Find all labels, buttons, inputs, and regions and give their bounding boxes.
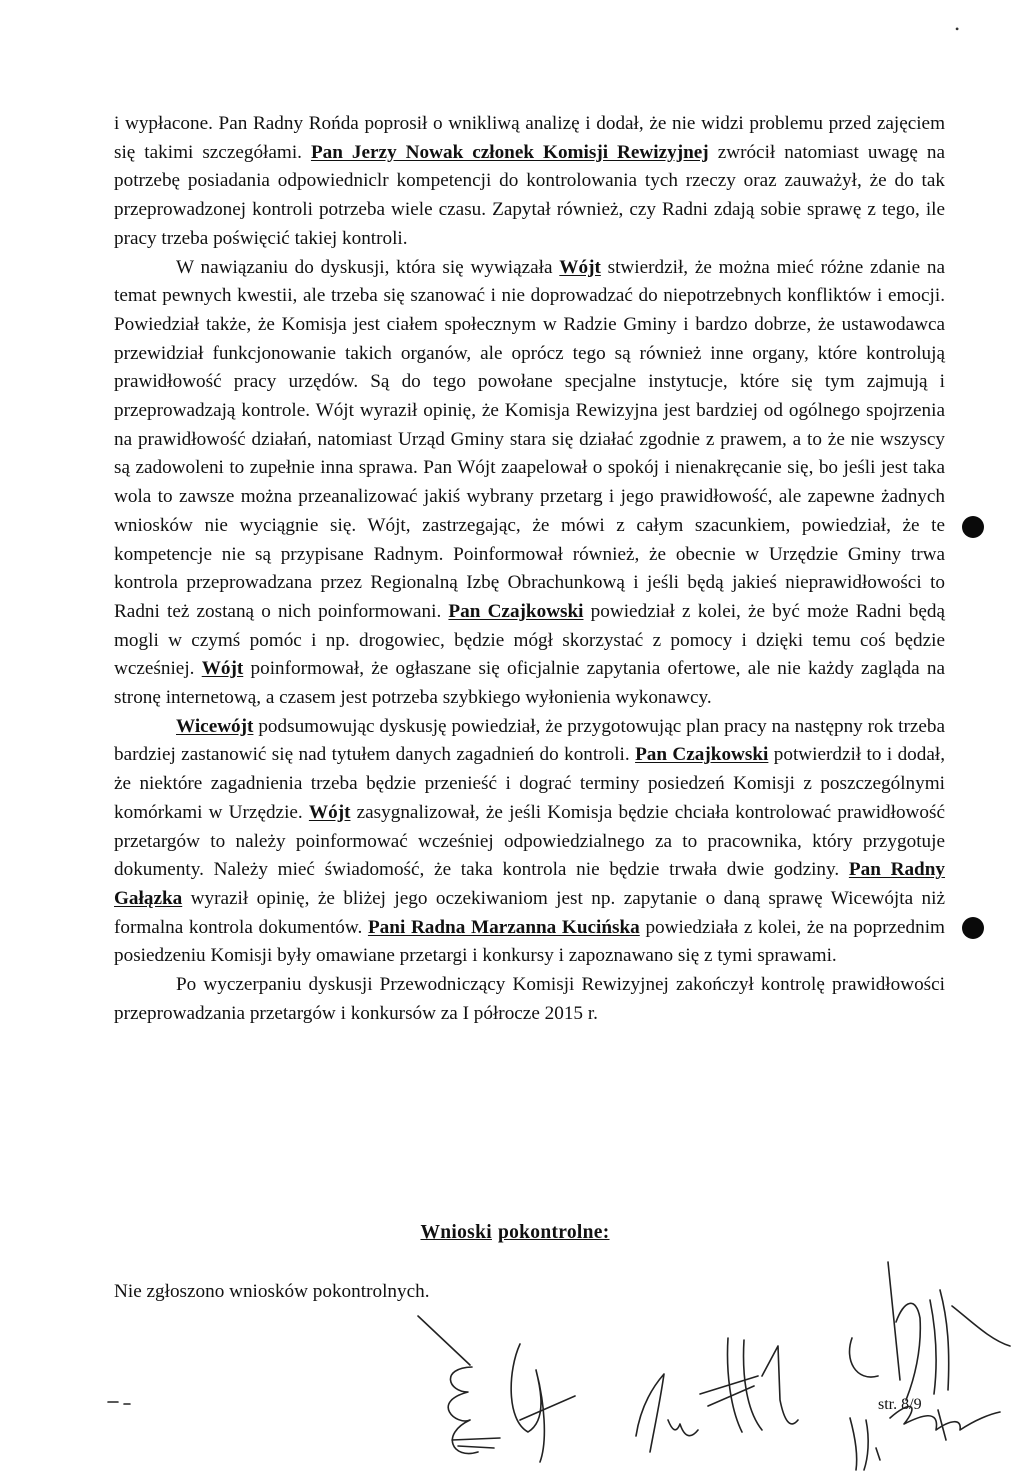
closing-statement: Nie zgłoszono wniosków pokontrolnych.	[114, 1281, 430, 1302]
speaker-name: Pan Czajkowski	[635, 744, 769, 766]
speaker-name: Wicewójt	[176, 715, 254, 737]
scan-mark: •	[955, 22, 960, 36]
text-run: Po wyczerpaniu dyskusji Przewodniczący Komisji Rewizyjnej zakończył kontrolę prawidłowości przeprowadzania przetargów i konkursów za I półrocze 2015 r.	[114, 974, 945, 1024]
page-number: str. 8/9	[878, 1396, 922, 1413]
speaker-name: Pan Czajkowski	[448, 600, 584, 622]
text-run: powiedziała z kolei, że na poprzednim posiedzeniu Komisji były omawiane przetargi i konkursy i zapoznawano się z tymi sprawami.	[114, 916, 945, 967]
paragraph-1	[114, 110, 945, 254]
text-run: podsumowując dyskusję powiedział, że przygotowując plan pracy na następny rok trzeba bardziej zastanowić się nad tytułem danych zagadnień do kontroli.	[114, 715, 945, 766]
text-run: zwrócił natomiast uwagę na potrzebę posiadania odpowiedniclr kompetencji do kontrolowania tych rzeczy oraz zauważył, że do tak przeprowadzonej kontroli potrzeba wiele czasu. Zapytał również, czy Radni zdają sobie sprawę z tego, ile pracy trzeba poświęcić takiej kontroli.	[114, 141, 946, 249]
text-run: powiedział z kolei, że być może Radni będą mogli w czymś pomóc i np. drogowiec, będzie mógł skorzystać z pomocy i dzięki temu coś będzie wcześniej.	[114, 600, 945, 680]
paragraph-3	[114, 713, 945, 971]
text-run: W nawiązaniu do dyskusji, która się wywiązała	[176, 256, 560, 278]
heading-word: pokontrolne:	[497, 1222, 610, 1243]
document-body	[114, 110, 945, 1029]
signature-1	[418, 1316, 500, 1453]
speaker-name: Pani Radna Marzanna Kucińska	[367, 916, 640, 938]
speaker-name: Wójt	[201, 658, 244, 680]
signature-3	[636, 1374, 698, 1452]
text-run: poinformował, że ogłaszane się oficjalnie zapytania ofertowe, ale nie każdy zagląda na stronę internetową, a czasem jest potrzeba szybkiego wyłonienia wykonawcy.	[114, 658, 946, 709]
heading-word: Wnioski	[420, 1222, 492, 1243]
signature-5	[850, 1262, 1010, 1400]
section-heading	[0, 1222, 1024, 1244]
text-run: wyraził opinię, że bliżej jego oczekiwaniom jest np. zapytanie o daną sprawę Wicewójta niż formalna kontrola dokumentów.	[114, 887, 945, 938]
text-run: potwierdził to i dodał, że niektóre zagadnienia trzeba będzie przenieść i dograć terminy posiedzeń Komisji z poszczególnymi komórkami w Urzędzie.	[114, 744, 945, 823]
punch-hole-mark	[962, 917, 984, 939]
speaker-name: Wójt	[308, 801, 351, 823]
speaker-name: Pan Radny Gałązka	[114, 859, 945, 909]
signature-4	[700, 1338, 798, 1432]
text-run: i wypłacone. Pan Radny Rońda poprosił o wnikliwą analizę i dodał, że nie widzi problemu przed zajęciem się takimi szczegółami.	[114, 113, 945, 163]
paragraph-2	[114, 254, 945, 713]
signature-2	[511, 1344, 575, 1462]
scan-artifact	[108, 1402, 130, 1404]
speaker-name: Wójt	[559, 256, 601, 278]
signature-6	[850, 1418, 880, 1470]
punch-hole-mark	[962, 516, 984, 538]
text-run: zasygnalizował, że jeśli Komisja będzie chciała kontrolować prawidłowość przetargów to należy poinformować wcześniej odpowiedzialnego za to pracownika, który przygotuje dokumenty. Należy mieć świadomość, że taka kontrola nie będzie trwała dwie godziny.	[114, 801, 945, 881]
text-run: stwierdził, że można mieć różne zdanie na temat pewnych kwestii, ale trzeba się szanować i nie doprowadzać do niepotrzebnych konfliktów i emocji. Powiedział także, że Komisja jest ciałem społecznym w Radzie Gminy i bardzo dobrze, że ustawodawca przewidział funkcjonowanie takich organów, ale oprócz tego są również inne organy, które kontrolują prawidłowość pracy urzędów. Są do tego powołane specjalne instytucje, które się tym zajmują i przeprowadzają kontrole. Wójt wyraził opinię, że Komisja Rewizyjna jest bardziej od ogólnego spojrzenia na prawidłowość działań, natomiast Urząd Gminy stara się działać zgodnie z prawem, a to że nie wszyscy są zadowoleni to zupełnie inna sprawa. Pan Wójt zaapelował o spokój i nienakręcanie się, bo jeśli jest taka wola to zawsze można przeanalizować jakiś wybrany przetarg i jego prawidłowość, ale zapewne żadnych wniosków nie wyciągnie się. Wójt, zastrzegając, że mówi z całym szacunkiem, powiedział, że te kompetencje nie są przypisane Radnym. Poinformował również, że obecnie w Urzędzie Gminy trwa kontrola przeprowadzana przez Regionalną Izbę Obrachunkową i jeśli będą jakieś nieprawidłowości to Radni też zostaną o nich poinformowani.	[114, 256, 946, 622]
speaker-name: Pan Jerzy Nowak członek Komisji Rewizyjnej	[310, 141, 709, 163]
paragraph-4	[114, 971, 945, 1028]
